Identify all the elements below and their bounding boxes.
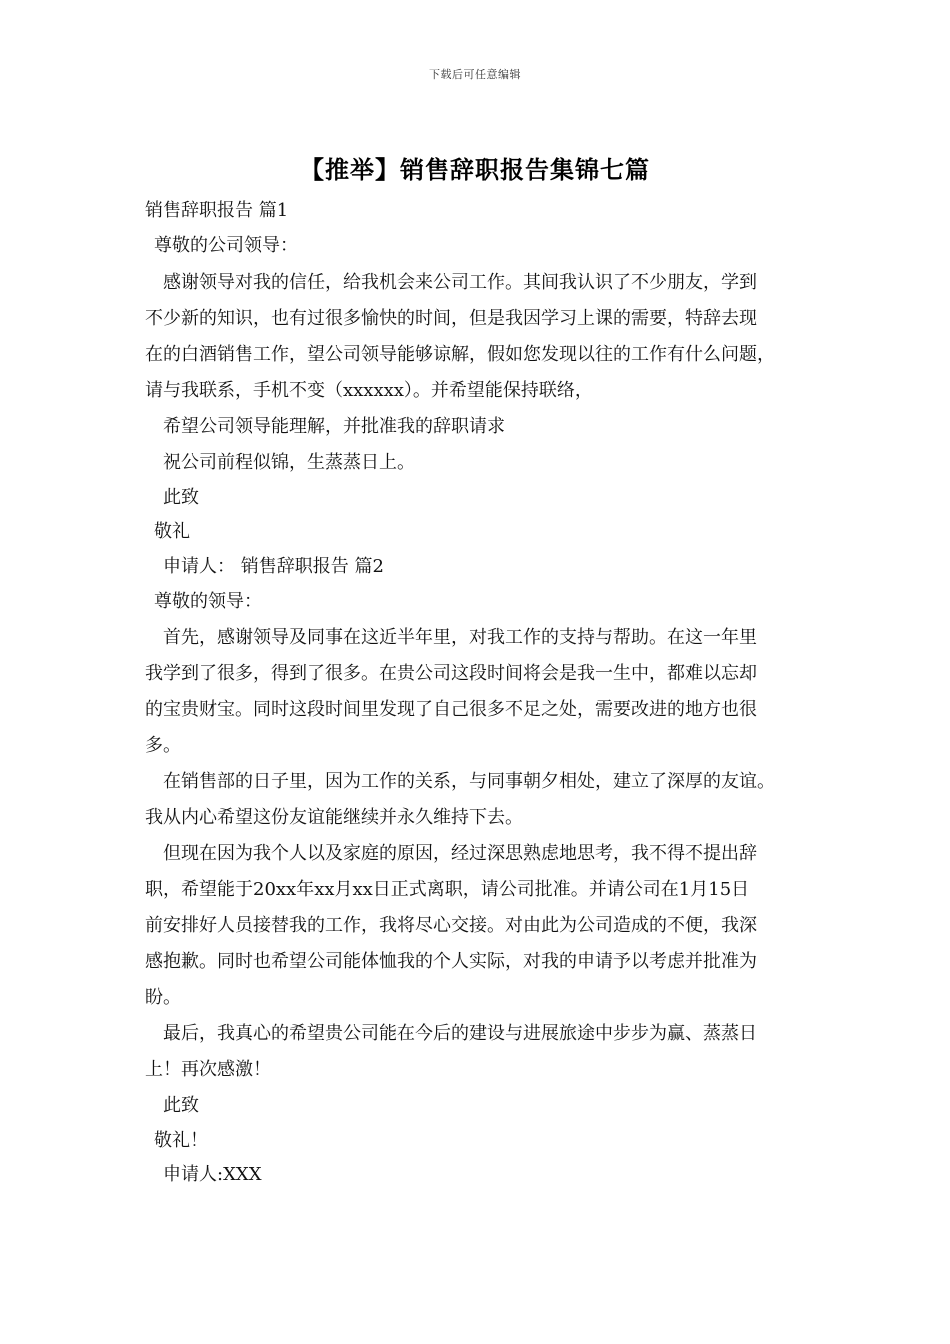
header-note: 下载后可任意编辑	[429, 68, 521, 81]
paragraph-line: 我学到了很多，得到了很多。在贵公司这段时间将会是我一生中，都难以忘却	[145, 663, 757, 684]
paragraph-line: 前安排好人员接替我的工作，我将尽心交接。对由此为公司造成的不便，我深	[145, 915, 757, 936]
paragraph-line: 盼。	[145, 987, 181, 1008]
paragraph-line: 希望公司领导能理解，并批准我的辞职请求	[163, 416, 505, 437]
signature-line: 申请人:XXX	[163, 1164, 262, 1185]
paragraph-line: 最后，我真心的希望贵公司能在今后的建设与进展旅途中步步为赢、蒸蒸日	[163, 1023, 757, 1044]
paragraph-line: 我从内心希望这份友谊能继续并永久维持下去。	[145, 807, 523, 828]
closing-line: 此致	[163, 487, 199, 508]
paragraph-line: 职，希望能于20xx年xx月xx日正式离职，请公司批准。并请公司在1月15日	[145, 879, 750, 900]
paragraph-line: 多。	[145, 735, 181, 756]
signature-line: 申请人： 销售辞职报告 篇2	[163, 556, 384, 577]
paragraph-line: 上！再次感激！	[145, 1059, 271, 1080]
closing-line: 敬礼	[154, 521, 190, 542]
paragraph-line: 感谢领导对我的信任，给我机会来公司工作。其间我认识了不少朋友，学到	[163, 272, 757, 293]
paragraph-line: 的宝贵财宝。同时这段时间里发现了自己很多不足之处，需要改进的地方也很	[145, 699, 757, 720]
closing-line: 此致	[163, 1095, 199, 1116]
paragraph-line: 在销售部的日子里，因为工作的关系，与同事朝夕相处，建立了深厚的友谊。	[163, 771, 775, 792]
paragraph-line: 不少新的知识，也有过很多愉快的时间，但是我因学习上课的需要，特辞去现	[145, 308, 757, 329]
paragraph-line: 但现在因为我个人以及家庭的原因，经过深思熟虑地思考，我不得不提出辞	[163, 843, 757, 864]
paragraph-line: 感抱歉。同时也希望公司能体恤我的个人实际，对我的申请予以考虑并批准为	[145, 951, 757, 972]
paragraph-line: 首先，感谢领导及同事在这近半年里，对我工作的支持与帮助。在这一年里	[163, 627, 757, 648]
paragraph-line: 请与我联系，手机不变（xxxxxx）。并希望能保持联络，	[145, 380, 593, 401]
salutation: 尊敬的公司领导：	[154, 235, 298, 256]
document-title: 【推举】销售辞职报告集锦七篇	[300, 155, 650, 184]
salutation: 尊敬的领导：	[154, 591, 262, 612]
paragraph-line: 祝公司前程似锦，生蒸蒸日上。	[163, 452, 415, 473]
closing-line: 敬礼！	[154, 1130, 208, 1151]
section-heading-1: 销售辞职报告 篇1	[145, 200, 289, 221]
paragraph-line: 在的白酒销售工作，望公司领导能够谅解，假如您发现以往的工作有什么问题，	[145, 344, 775, 365]
